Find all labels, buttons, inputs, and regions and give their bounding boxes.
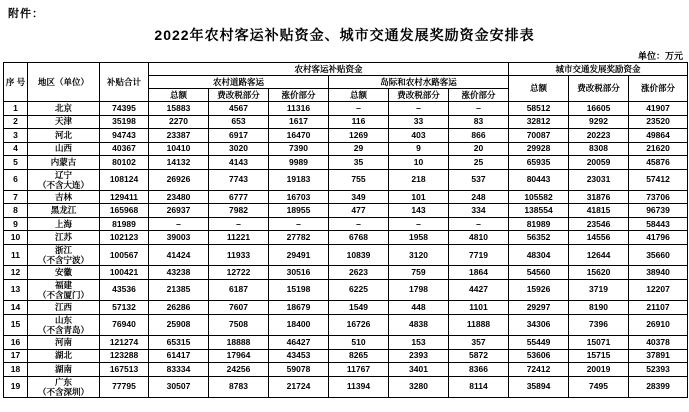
group-header-city: 城市交通发展奖励资金 (509, 63, 688, 76)
water-value-cell: 2393 (389, 349, 449, 363)
water-value-cell: 3280 (389, 376, 449, 397)
road-value-cell: 7743 (209, 169, 269, 190)
city-value-cell: 57412 (629, 169, 688, 190)
water-value-cell: – (449, 102, 509, 116)
water-value-cell: – (449, 217, 509, 231)
region-cell: 安徽 (28, 266, 100, 280)
road-value-cell: 14132 (149, 156, 209, 170)
city-value-cell: 34306 (509, 314, 569, 335)
water-value-cell: 29 (329, 142, 389, 156)
water-value-cell: 101 (389, 190, 449, 204)
subsidy-table (3, 62, 688, 398)
subsidy-total-cell: 165968 (100, 204, 149, 218)
road-value-cell: 26286 (149, 301, 209, 315)
city-value-cell: 21107 (629, 301, 688, 315)
table-row (4, 244, 688, 265)
city-value-cell: 53606 (509, 349, 569, 363)
seq-cell: 12 (4, 266, 28, 280)
region-cell: 黑龙江 (28, 204, 100, 218)
water-value-cell: 4427 (449, 279, 509, 300)
city-value-cell: 41815 (569, 204, 629, 218)
region-cell: 北京 (28, 102, 100, 116)
col-header-city-price: 涨价部分 (629, 76, 688, 102)
region-cell: 湖北 (28, 349, 100, 363)
table-row (4, 204, 688, 218)
water-value-cell: 10 (389, 156, 449, 170)
table-row (4, 266, 688, 280)
water-value-cell: 866 (449, 129, 509, 143)
water-value-cell: 448 (389, 301, 449, 315)
road-value-cell: 15198 (269, 279, 329, 300)
water-value-cell: – (329, 102, 389, 116)
city-value-cell: 65935 (509, 156, 569, 170)
road-value-cell: 1617 (269, 115, 329, 129)
col-header-subsidy-total: 补贴合计 (100, 63, 149, 102)
subsidy-total-cell: 35198 (100, 115, 149, 129)
city-value-cell: 81989 (509, 217, 569, 231)
water-value-cell: – (329, 217, 389, 231)
region-cell (28, 244, 100, 265)
water-value-cell: 8114 (449, 376, 509, 397)
water-value-cell: 477 (329, 204, 389, 218)
col-header-city-total: 总额 (509, 76, 569, 102)
road-value-cell: 46427 (269, 336, 329, 350)
col-header-road-feetax: 费改税部分 (209, 89, 269, 102)
city-value-cell: 12644 (569, 244, 629, 265)
water-value-cell: 6225 (329, 279, 389, 300)
water-value-cell: – (389, 102, 449, 116)
table-body (4, 102, 688, 398)
subsidy-total-cell: 108124 (100, 169, 149, 190)
city-value-cell: 28399 (629, 376, 688, 397)
water-value-cell: 143 (389, 204, 449, 218)
water-value-cell: 5872 (449, 349, 509, 363)
road-value-cell: 18679 (269, 301, 329, 315)
road-value-cell: 11933 (209, 244, 269, 265)
water-value-cell: 759 (389, 266, 449, 280)
subsidy-total-cell: 77795 (100, 376, 149, 397)
water-value-cell: 1798 (389, 279, 449, 300)
city-value-cell: 15620 (569, 266, 629, 280)
water-value-cell: 11394 (329, 376, 389, 397)
road-value-cell: 17964 (209, 349, 269, 363)
city-value-cell: 8308 (569, 142, 629, 156)
page-title: 2022年农村客运补贴资金、城市交通发展奖励资金安排表 (154, 27, 535, 43)
city-value-cell: 55449 (509, 336, 569, 350)
table-row (4, 336, 688, 350)
region-cell: 天津 (28, 115, 100, 129)
road-value-cell: 18888 (209, 336, 269, 350)
seq-cell: 9 (4, 217, 28, 231)
attachment-label: 附件： (8, 8, 44, 20)
seq-cell: 17 (4, 349, 28, 363)
road-value-cell: 26926 (149, 169, 209, 190)
road-value-cell: 4143 (209, 156, 269, 170)
city-value-cell: 23546 (569, 217, 629, 231)
water-value-cell: 153 (389, 336, 449, 350)
table-row (4, 190, 688, 204)
road-value-cell: 43453 (269, 349, 329, 363)
city-value-cell: 7495 (569, 376, 629, 397)
region-cell (28, 169, 100, 190)
city-value-cell: 23520 (629, 115, 688, 129)
road-value-cell: 43238 (149, 266, 209, 280)
water-value-cell: 16726 (329, 314, 389, 335)
col-header-water-total: 总额 (329, 89, 389, 102)
col-header-city-feetax: 费改税部分 (569, 76, 629, 102)
city-value-cell: 105582 (509, 190, 569, 204)
road-value-cell: 41424 (149, 244, 209, 265)
subsidy-total-cell: 129411 (100, 190, 149, 204)
seq-cell: 16 (4, 336, 28, 350)
col-header-region: 地区（单位） (28, 63, 100, 102)
seq-cell: 10 (4, 231, 28, 245)
seq-cell: 14 (4, 301, 28, 315)
city-value-cell: 20019 (569, 363, 629, 377)
table-row (4, 217, 688, 231)
city-value-cell: 15071 (569, 336, 629, 350)
seq-cell: 18 (4, 363, 28, 377)
subsidy-total-cell: 76940 (100, 314, 149, 335)
water-value-cell: 248 (449, 190, 509, 204)
seq-cell: 19 (4, 376, 28, 397)
city-value-cell: 96739 (629, 204, 688, 218)
road-value-cell: 16703 (269, 190, 329, 204)
road-value-cell: 26937 (149, 204, 209, 218)
region-cell: 江苏 (28, 231, 100, 245)
table-row (4, 231, 688, 245)
road-value-cell: 21724 (269, 376, 329, 397)
subsidy-total-cell: 121274 (100, 336, 149, 350)
city-value-cell: 32812 (509, 115, 569, 129)
water-value-cell: 537 (449, 169, 509, 190)
city-value-cell: 70087 (509, 129, 569, 143)
table-row (4, 314, 688, 335)
water-value-cell: 4810 (449, 231, 509, 245)
city-value-cell: 29928 (509, 142, 569, 156)
road-value-cell: 19183 (269, 169, 329, 190)
subsidy-total-cell: 167513 (100, 363, 149, 377)
city-value-cell: 15715 (569, 349, 629, 363)
seq-cell: 11 (4, 244, 28, 265)
city-value-cell: 40378 (629, 336, 688, 350)
road-value-cell: 16470 (269, 129, 329, 143)
water-value-cell: 1958 (389, 231, 449, 245)
road-value-cell: 30507 (149, 376, 209, 397)
city-value-cell: 23031 (569, 169, 629, 190)
road-value-cell: 24256 (209, 363, 269, 377)
water-value-cell: 35 (329, 156, 389, 170)
region-note: （不含青岛） (37, 324, 89, 335)
city-value-cell: 45876 (629, 156, 688, 170)
water-value-cell: 1549 (329, 301, 389, 315)
road-value-cell: 21385 (149, 279, 209, 300)
city-value-cell: 15926 (509, 279, 569, 300)
region-cell: 上海 (28, 217, 100, 231)
city-value-cell: 37891 (629, 349, 688, 363)
road-value-cell: 30516 (269, 266, 329, 280)
water-value-cell: 349 (329, 190, 389, 204)
road-value-cell: 8783 (209, 376, 269, 397)
region-name: 广东 (54, 376, 72, 387)
group-header-road: 农村道路客运 (149, 76, 329, 89)
region-cell: 山西 (28, 142, 100, 156)
subsidy-total-cell: 100421 (100, 266, 149, 280)
region-cell (28, 376, 100, 397)
city-value-cell: 49864 (629, 129, 688, 143)
road-value-cell: 59078 (269, 363, 329, 377)
water-value-cell: 33 (389, 115, 449, 129)
road-value-cell: 6187 (209, 279, 269, 300)
road-value-cell: 7607 (209, 301, 269, 315)
city-value-cell: 8190 (569, 301, 629, 315)
col-header-water-price: 涨价部分 (449, 89, 509, 102)
city-value-cell: 80443 (509, 169, 569, 190)
region-cell (28, 279, 100, 300)
city-value-cell: 58512 (509, 102, 569, 116)
city-value-cell: 73706 (629, 190, 688, 204)
region-name: 福建 (54, 279, 72, 290)
city-value-cell: 41796 (629, 231, 688, 245)
road-value-cell: 11221 (209, 231, 269, 245)
table-row (4, 142, 688, 156)
road-value-cell: – (149, 217, 209, 231)
city-value-cell: 20223 (569, 129, 629, 143)
city-value-cell: 48304 (509, 244, 569, 265)
city-value-cell: 20059 (569, 156, 629, 170)
subsidy-total-cell: 81989 (100, 217, 149, 231)
unit-note: 单位：万元 (637, 51, 683, 61)
subsidy-total-cell: 40367 (100, 142, 149, 156)
city-value-cell: 52393 (629, 363, 688, 377)
water-value-cell: – (389, 217, 449, 231)
road-value-cell: 3020 (209, 142, 269, 156)
region-name: 辽宁 (54, 169, 72, 180)
water-value-cell: 755 (329, 169, 389, 190)
table-row (4, 301, 688, 315)
water-value-cell: 403 (389, 129, 449, 143)
city-value-cell: 58443 (629, 217, 688, 231)
water-value-cell: 20 (449, 142, 509, 156)
region-note: （不含大连） (37, 179, 89, 190)
water-value-cell: 11767 (329, 363, 389, 377)
water-value-cell: 357 (449, 336, 509, 350)
road-value-cell: 10410 (149, 142, 209, 156)
region-cell: 河北 (28, 129, 100, 143)
table-row (4, 376, 688, 397)
city-value-cell: 38940 (629, 266, 688, 280)
water-value-cell: 218 (389, 169, 449, 190)
city-value-cell: 26910 (629, 314, 688, 335)
water-value-cell: 334 (449, 204, 509, 218)
col-header-road-total: 总额 (149, 89, 209, 102)
city-value-cell: 72412 (509, 363, 569, 377)
road-value-cell: – (209, 217, 269, 231)
region-cell: 江西 (28, 301, 100, 315)
city-value-cell: 31876 (569, 190, 629, 204)
city-value-cell: 9292 (569, 115, 629, 129)
seq-cell: 15 (4, 314, 28, 335)
seq-cell: 8 (4, 204, 28, 218)
region-name: 浙江 (54, 244, 72, 255)
road-value-cell: 27782 (269, 231, 329, 245)
city-value-cell: 56352 (509, 231, 569, 245)
region-cell: 吉林 (28, 190, 100, 204)
col-header-water-feetax: 费改税部分 (389, 89, 449, 102)
city-value-cell: 21620 (629, 142, 688, 156)
region-cell: 河南 (28, 336, 100, 350)
city-value-cell: 138554 (509, 204, 569, 218)
city-value-cell: 35660 (629, 244, 688, 265)
seq-cell: 4 (4, 142, 28, 156)
water-value-cell: 10839 (329, 244, 389, 265)
water-value-cell: 7719 (449, 244, 509, 265)
road-value-cell: 11316 (269, 102, 329, 116)
water-value-cell: 83 (449, 115, 509, 129)
water-value-cell: 1269 (329, 129, 389, 143)
road-value-cell: 23387 (149, 129, 209, 143)
table-row (4, 349, 688, 363)
subsidy-total-cell: 74395 (100, 102, 149, 116)
seq-cell: 1 (4, 102, 28, 116)
table-row (4, 156, 688, 170)
subsidy-total-cell: 80102 (100, 156, 149, 170)
city-value-cell: 29297 (509, 301, 569, 315)
road-value-cell: 6917 (209, 129, 269, 143)
road-value-cell: 12722 (209, 266, 269, 280)
road-value-cell: 4567 (209, 102, 269, 116)
road-value-cell: 18955 (269, 204, 329, 218)
road-value-cell: 7982 (209, 204, 269, 218)
subsidy-total-cell: 102123 (100, 231, 149, 245)
table-row (4, 129, 688, 143)
group-header-rural: 农村客运补贴资金 (149, 63, 509, 76)
water-value-cell: 25 (449, 156, 509, 170)
subsidy-total-cell: 123288 (100, 349, 149, 363)
region-note: （不含深圳） (37, 386, 89, 397)
region-note: （不含厦门） (37, 289, 89, 300)
road-value-cell: 23480 (149, 190, 209, 204)
seq-cell: 7 (4, 190, 28, 204)
table-row (4, 279, 688, 300)
water-value-cell: 1101 (449, 301, 509, 315)
water-value-cell: 3120 (389, 244, 449, 265)
water-value-cell: 4838 (389, 314, 449, 335)
road-value-cell: 65315 (149, 336, 209, 350)
seq-cell: 3 (4, 129, 28, 143)
water-value-cell: 9 (389, 142, 449, 156)
col-header-road-price: 涨价部分 (269, 89, 329, 102)
water-value-cell: 2623 (329, 266, 389, 280)
city-value-cell: 12207 (629, 279, 688, 300)
header-row-1 (4, 63, 688, 76)
col-header-seq: 序 号 (4, 63, 28, 102)
city-value-cell: 14556 (569, 231, 629, 245)
water-value-cell: 116 (329, 115, 389, 129)
road-value-cell: 7390 (269, 142, 329, 156)
seq-cell: 2 (4, 115, 28, 129)
road-value-cell: 6777 (209, 190, 269, 204)
subsidy-total-cell: 43536 (100, 279, 149, 300)
seq-cell: 5 (4, 156, 28, 170)
region-cell: 内蒙古 (28, 156, 100, 170)
subsidy-total-cell: 100567 (100, 244, 149, 265)
table-row (4, 102, 688, 116)
road-value-cell: 653 (209, 115, 269, 129)
subsidy-total-cell: 57132 (100, 301, 149, 315)
road-value-cell: – (269, 217, 329, 231)
water-value-cell: 1864 (449, 266, 509, 280)
road-value-cell: 9989 (269, 156, 329, 170)
road-value-cell: 61417 (149, 349, 209, 363)
city-value-cell: 54560 (509, 266, 569, 280)
road-value-cell: 15883 (149, 102, 209, 116)
region-cell (28, 314, 100, 335)
road-value-cell: 2270 (149, 115, 209, 129)
water-value-cell: 6768 (329, 231, 389, 245)
table-row (4, 363, 688, 377)
city-value-cell: 3719 (569, 279, 629, 300)
water-value-cell: 8265 (329, 349, 389, 363)
city-value-cell: 41907 (629, 102, 688, 116)
road-value-cell: 83334 (149, 363, 209, 377)
table-header (4, 63, 688, 102)
table-row (4, 169, 688, 190)
group-header-water: 岛际和农村水路客运 (329, 76, 509, 89)
road-value-cell: 29491 (269, 244, 329, 265)
region-name: 山东 (54, 314, 72, 325)
road-value-cell: 39003 (149, 231, 209, 245)
table-row (4, 115, 688, 129)
seq-cell: 6 (4, 169, 28, 190)
seq-cell: 13 (4, 279, 28, 300)
road-value-cell: 7508 (209, 314, 269, 335)
road-value-cell: 18400 (269, 314, 329, 335)
road-value-cell: 25908 (149, 314, 209, 335)
water-value-cell: 510 (329, 336, 389, 350)
subsidy-total-cell: 94743 (100, 129, 149, 143)
city-value-cell: 7396 (569, 314, 629, 335)
region-note: （不含宁波） (37, 255, 89, 266)
water-value-cell: 11888 (449, 314, 509, 335)
city-value-cell: 35894 (509, 376, 569, 397)
region-cell: 湖南 (28, 363, 100, 377)
water-value-cell: 3401 (389, 363, 449, 377)
water-value-cell: 8366 (449, 363, 509, 377)
city-value-cell: 16605 (569, 102, 629, 116)
